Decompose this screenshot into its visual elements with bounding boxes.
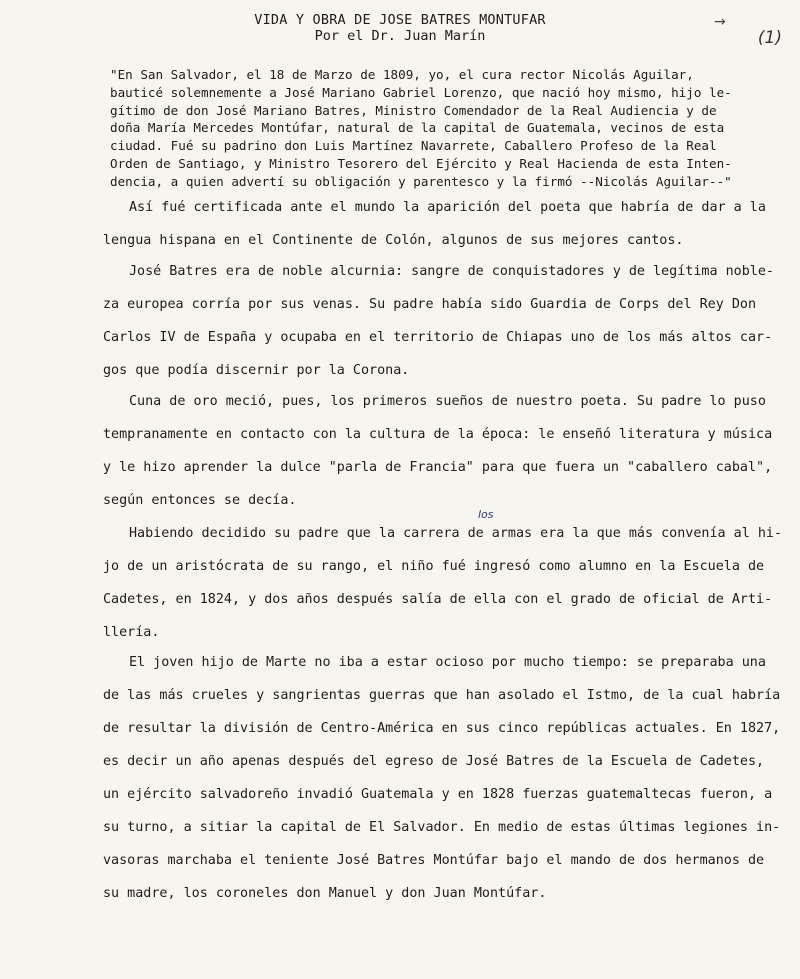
document-subtitle: Por el Dr. Juan Marín bbox=[314, 28, 486, 44]
document-title: VIDA Y OBRA DE JOSE BATRES MONTUFAR bbox=[254, 12, 546, 28]
paragraph-line: Carlos IV de España y ocupaba en el territorio de Chiapas uno de los más altos car- bbox=[103, 330, 773, 345]
paragraph-line: de resultar la división de Centro-América en sus cinco repúblicas actuales. En 1827, bbox=[103, 721, 781, 736]
page-number-mark: (1) bbox=[757, 28, 782, 48]
paragraph-line: Cuna de oro meció, pues, los primeros sueños de nuestro poeta. Su padre lo puso bbox=[129, 394, 766, 409]
quote-line: doña María Mercedes Montúfar, natural de la capital de Guatemala, vecinos de esta bbox=[110, 120, 725, 136]
paragraph-line: José Batres era de noble alcurnia: sangre de conquistadores y de legítima noble- bbox=[129, 264, 774, 279]
paragraph-line: vasoras marchaba el teniente José Batres Montúfar bajo el mando de dos hermanos de bbox=[103, 853, 765, 868]
paragraph-line: un ejército salvadoreño invadió Guatemala y en 1828 fuerzas guatemaltecas fueron, a bbox=[103, 787, 773, 802]
paragraph-line: es decir un año apenas después del egreso de José Batres de la Escuela de Cadetes, bbox=[103, 754, 765, 769]
paragraph-line: Así fué certificada ante el mundo la aparición del poeta que habría de dar a la bbox=[129, 200, 766, 215]
paragraph-line: lengua hispana en el Continente de Colón, algunos de sus mejores cantos. bbox=[103, 233, 684, 248]
paragraph-line: según entonces se decía. bbox=[103, 493, 297, 508]
paragraph-line: El joven hijo de Marte no iba a estar ocioso por mucho tiempo: se preparaba una bbox=[129, 655, 766, 670]
paragraph-line: su madre, los coroneles don Manuel y don Juan Montúfar. bbox=[103, 886, 547, 901]
paragraph-line: gos que podía discernir por la Corona. bbox=[103, 363, 410, 378]
paragraph-2 bbox=[103, 255, 793, 387]
paragraph-line: tempranamente en contacto con la cultura de la época: le enseñó literatura y música bbox=[103, 427, 773, 442]
paragraph-line: Habiendo decidido su padre que la carrera de armas era la que más convenía al hi- bbox=[129, 526, 783, 541]
quote-line: gítimo de don José Mariano Batres, Ministro Comendador de la Real Audiencia y de bbox=[110, 102, 717, 118]
paragraph-5 bbox=[103, 646, 793, 910]
quote-line: "En San Salvador, el 18 de Marzo de 1809, yo, el cura rector Nicolás Aguilar, bbox=[110, 67, 694, 82]
corner-mark: → bbox=[714, 14, 726, 30]
paragraph-line: su turno, a sitiar la capital de El Salvador. En medio de estas últimas legiones in- bbox=[103, 820, 781, 835]
paragraph-line: y le hizo aprender la dulce "parla de Francia" para que fuera un "caballero cabal", bbox=[103, 460, 773, 475]
quote-line: bauticé solemnemente a José Mariano Gabriel Lorenzo, que nació hoy mismo, hijo le- bbox=[110, 84, 732, 100]
paragraph-3 bbox=[103, 385, 793, 517]
quote-line: Orden de Santiago, y Ministro Tesorero del Ejército y Real Hacienda de esta Inten- bbox=[110, 155, 732, 171]
baptism-quote bbox=[110, 66, 788, 191]
paragraph-line: llería. bbox=[103, 625, 160, 640]
handwritten-correction: los bbox=[478, 508, 494, 521]
paragraph-1 bbox=[103, 191, 793, 257]
quote-line: dencia, a quien advertí su obligación y parentesco y la firmó --Nicolás Aguilar--" bbox=[110, 173, 732, 189]
paragraph-line: de las más crueles y sangrientas guerras que han asolado el Istmo, de la cual habría bbox=[103, 688, 781, 703]
paragraph-line: za europea corría por sus venas. Su padre había sido Guardia de Corps del Rey Don bbox=[103, 297, 757, 312]
quote-line: ciudad. Fué su padrino don Luis Martínez Navarrete, Caballero Profeso de la Real bbox=[110, 138, 717, 154]
paragraph-4 bbox=[103, 517, 793, 649]
paragraph-line: jo de un aristócrata de su rango, el niño fué ingresó como alumno en la Escuela de bbox=[103, 559, 765, 574]
paragraph-line: Cadetes, en 1824, y dos años después salía de ella con el grado de oficial de Arti- bbox=[103, 592, 773, 607]
